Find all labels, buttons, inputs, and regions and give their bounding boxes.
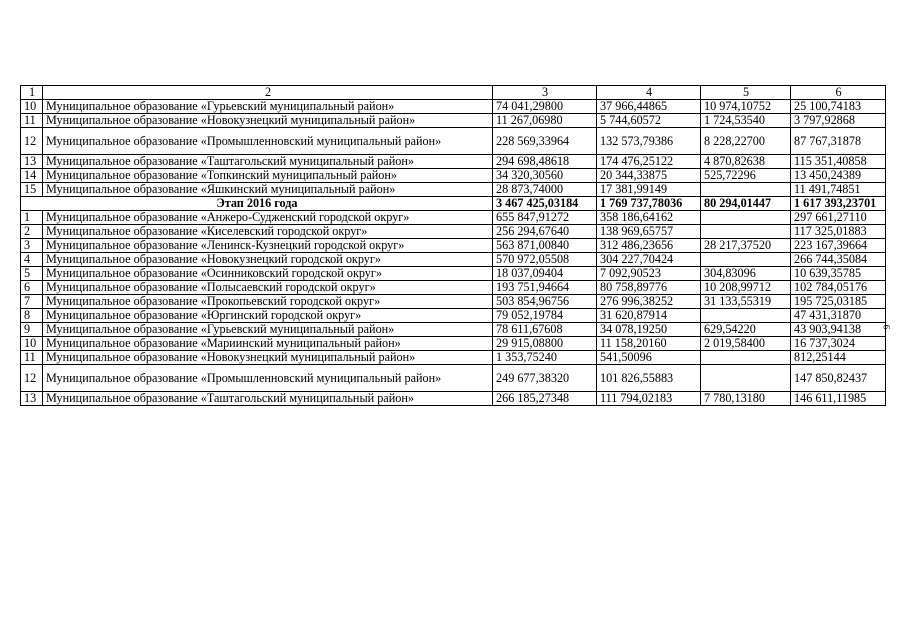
value-col-5: 10 974,10752 bbox=[701, 100, 791, 114]
value-col-6: 47 431,31870 bbox=[791, 309, 886, 323]
row-number: 2 bbox=[21, 225, 43, 239]
municipality-name: Муниципальное образование «Мариинский муниципальный район» bbox=[43, 337, 493, 351]
stage-total-row bbox=[21, 197, 886, 211]
value-col-4: 541,50096 bbox=[597, 351, 701, 365]
table-row bbox=[21, 225, 886, 239]
value-col-5 bbox=[701, 225, 791, 239]
row-number: 5 bbox=[21, 267, 43, 281]
value-col-5: 525,72296 bbox=[701, 169, 791, 183]
row-number: 14 bbox=[21, 169, 43, 183]
value-col-5 bbox=[701, 183, 791, 197]
table-row bbox=[21, 365, 886, 392]
total-col-5: 80 294,01447 bbox=[701, 197, 791, 211]
value-col-6: 3 797,92868 bbox=[791, 114, 886, 128]
value-col-6: 102 784,05176 bbox=[791, 281, 886, 295]
value-col-6: 16 737,3024 bbox=[791, 337, 886, 351]
value-col-3: 11 267,06980 bbox=[493, 114, 597, 128]
value-col-6: 195 725,03185 bbox=[791, 295, 886, 309]
value-col-4: 20 344,33875 bbox=[597, 169, 701, 183]
value-col-4: 138 969,65757 bbox=[597, 225, 701, 239]
table-row bbox=[21, 323, 886, 337]
header-cell: 3 bbox=[493, 86, 597, 100]
value-col-3: 563 871,00840 bbox=[493, 239, 597, 253]
table-row bbox=[21, 169, 886, 183]
value-col-3: 228 569,33964 bbox=[493, 128, 597, 155]
municipality-name: Муниципальное образование «Промышленновский муниципальный район» bbox=[43, 128, 493, 155]
value-col-5 bbox=[701, 211, 791, 225]
value-col-5: 31 133,55319 bbox=[701, 295, 791, 309]
table-row bbox=[21, 128, 886, 155]
value-col-5 bbox=[701, 309, 791, 323]
municipality-name: Муниципальное образование «Прокопьевский городской округ» bbox=[43, 295, 493, 309]
municipality-name: Муниципальное образование «Юргинский городской округ» bbox=[43, 309, 493, 323]
row-number: 12 bbox=[21, 128, 43, 155]
value-col-3: 28 873,74000 bbox=[493, 183, 597, 197]
municipality-name: Муниципальное образование «Новокузнецкий муниципальный район» bbox=[43, 351, 493, 365]
value-col-4: 101 826,55883 bbox=[597, 365, 701, 392]
value-col-5: 304,83096 bbox=[701, 267, 791, 281]
table-row bbox=[21, 155, 886, 169]
value-col-5: 4 870,82638 bbox=[701, 155, 791, 169]
table-row bbox=[21, 267, 886, 281]
value-col-5 bbox=[701, 253, 791, 267]
municipality-name: Муниципальное образование «Анжеро-Судженский городской округ» bbox=[43, 211, 493, 225]
value-col-4: 358 186,64162 bbox=[597, 211, 701, 225]
municipality-name: Муниципальное образование «Осинниковский городской округ» bbox=[43, 267, 493, 281]
table-row bbox=[21, 281, 886, 295]
value-col-5 bbox=[701, 365, 791, 392]
municipality-name: Муниципальное образование «Новокузнецкий муниципальный район» bbox=[43, 114, 493, 128]
header-cell: 4 bbox=[597, 86, 701, 100]
row-number: 11 bbox=[21, 351, 43, 365]
value-col-6: 297 661,27110 bbox=[791, 211, 886, 225]
value-col-5: 629,54220 bbox=[701, 323, 791, 337]
table-row bbox=[21, 295, 886, 309]
municipality-name: Муниципальное образование «Яшкинский муниципальный район» bbox=[43, 183, 493, 197]
header-cell: 5 bbox=[701, 86, 791, 100]
row-number: 10 bbox=[21, 337, 43, 351]
value-col-3: 655 847,91272 bbox=[493, 211, 597, 225]
value-col-4: 34 078,19250 bbox=[597, 323, 701, 337]
row-number: 13 bbox=[21, 392, 43, 406]
page-number: 6 bbox=[881, 324, 892, 330]
value-col-3: 266 185,27348 bbox=[493, 392, 597, 406]
total-col-6: 1 617 393,23701 bbox=[791, 197, 886, 211]
row-number: 3 bbox=[21, 239, 43, 253]
value-col-3: 34 320,30560 bbox=[493, 169, 597, 183]
row-number: 9 bbox=[21, 323, 43, 337]
value-col-5: 2 019,58400 bbox=[701, 337, 791, 351]
table-row bbox=[21, 239, 886, 253]
value-col-6: 146 611,11985 bbox=[791, 392, 886, 406]
value-col-6: 10 639,35785 bbox=[791, 267, 886, 281]
municipality-name: Муниципальное образование «Таштагольский муниципальный район» bbox=[43, 392, 493, 406]
municipality-name: Муниципальное образование «Киселевский городской округ» bbox=[43, 225, 493, 239]
table-row bbox=[21, 309, 886, 323]
value-col-5: 1 724,53540 bbox=[701, 114, 791, 128]
data-table bbox=[20, 85, 886, 406]
value-col-3: 503 854,96756 bbox=[493, 295, 597, 309]
total-col-4: 1 769 737,78036 bbox=[597, 197, 701, 211]
value-col-6: 25 100,74183 bbox=[791, 100, 886, 114]
row-number: 8 bbox=[21, 309, 43, 323]
municipality-name: Муниципальное образование «Гурьевский муниципальный район» bbox=[43, 323, 493, 337]
value-col-6: 115 351,40858 bbox=[791, 155, 886, 169]
table-row bbox=[21, 211, 886, 225]
value-col-3: 79 052,19784 bbox=[493, 309, 597, 323]
value-col-4: 31 620,87914 bbox=[597, 309, 701, 323]
value-col-3: 78 611,67608 bbox=[493, 323, 597, 337]
value-col-5: 28 217,37520 bbox=[701, 239, 791, 253]
table-row bbox=[21, 392, 886, 406]
municipality-name: Муниципальное образование «Полысаевский городской округ» bbox=[43, 281, 493, 295]
municipality-name: Муниципальное образование «Ленинск-Кузнецкий городской округ» bbox=[43, 239, 493, 253]
header-cell: 2 bbox=[43, 86, 493, 100]
municipality-name: Муниципальное образование «Новокузнецкий городской округ» bbox=[43, 253, 493, 267]
value-col-4: 276 996,38252 bbox=[597, 295, 701, 309]
table-row bbox=[21, 100, 886, 114]
row-number: 13 bbox=[21, 155, 43, 169]
value-col-4: 80 758,89776 bbox=[597, 281, 701, 295]
value-col-6: 223 167,39664 bbox=[791, 239, 886, 253]
value-col-4: 304 227,70424 bbox=[597, 253, 701, 267]
row-number: 4 bbox=[21, 253, 43, 267]
value-col-4: 174 476,25122 bbox=[597, 155, 701, 169]
value-col-4: 37 966,44865 bbox=[597, 100, 701, 114]
row-number: 15 bbox=[21, 183, 43, 197]
total-col-3: 3 467 425,03184 bbox=[493, 197, 597, 211]
municipality-name: Муниципальное образование «Промышленновский муниципальный район» bbox=[43, 365, 493, 392]
table-row bbox=[21, 351, 886, 365]
municipality-name: Муниципальное образование «Топкинский муниципальный район» bbox=[43, 169, 493, 183]
value-col-5: 7 780,13180 bbox=[701, 392, 791, 406]
value-col-6: 11 491,74851 bbox=[791, 183, 886, 197]
value-col-4: 312 486,23656 bbox=[597, 239, 701, 253]
value-col-6: 87 767,31878 bbox=[791, 128, 886, 155]
value-col-5: 8 228,22700 bbox=[701, 128, 791, 155]
value-col-6: 812,25144 bbox=[791, 351, 886, 365]
table-header-row bbox=[21, 86, 886, 100]
value-col-3: 256 294,67640 bbox=[493, 225, 597, 239]
table-row bbox=[21, 114, 886, 128]
value-col-6: 147 850,82437 bbox=[791, 365, 886, 392]
value-col-3: 193 751,94664 bbox=[493, 281, 597, 295]
value-col-5: 10 208,99712 bbox=[701, 281, 791, 295]
value-col-6: 266 744,35084 bbox=[791, 253, 886, 267]
table-row bbox=[21, 183, 886, 197]
table-body bbox=[21, 86, 886, 406]
value-col-4: 5 744,60572 bbox=[597, 114, 701, 128]
value-col-5 bbox=[701, 351, 791, 365]
row-number: 6 bbox=[21, 281, 43, 295]
value-col-3: 74 041,29800 bbox=[493, 100, 597, 114]
value-col-4: 132 573,79386 bbox=[597, 128, 701, 155]
stage-total-label: Этап 2016 года bbox=[21, 197, 493, 211]
value-col-3: 570 972,05508 bbox=[493, 253, 597, 267]
value-col-4: 111 794,02183 bbox=[597, 392, 701, 406]
value-col-3: 18 037,09404 bbox=[493, 267, 597, 281]
municipality-name: Муниципальное образование «Таштагольский муниципальный район» bbox=[43, 155, 493, 169]
value-col-4: 17 381,99149 bbox=[597, 183, 701, 197]
value-col-3: 249 677,38320 bbox=[493, 365, 597, 392]
row-number: 11 bbox=[21, 114, 43, 128]
value-col-3: 29 915,08800 bbox=[493, 337, 597, 351]
table-row bbox=[21, 337, 886, 351]
value-col-6: 13 450,24389 bbox=[791, 169, 886, 183]
municipality-name: Муниципальное образование «Гурьевский муниципальный район» bbox=[43, 100, 493, 114]
value-col-6: 117 325,01883 bbox=[791, 225, 886, 239]
row-number: 12 bbox=[21, 365, 43, 392]
value-col-3: 294 698,48618 bbox=[493, 155, 597, 169]
value-col-6: 43 903,94138 bbox=[791, 323, 886, 337]
row-number: 7 bbox=[21, 295, 43, 309]
row-number: 1 bbox=[21, 211, 43, 225]
value-col-3: 1 353,75240 bbox=[493, 351, 597, 365]
header-cell: 6 bbox=[791, 86, 886, 100]
header-cell: 1 bbox=[21, 86, 43, 100]
value-col-4: 11 158,20160 bbox=[597, 337, 701, 351]
table-row bbox=[21, 253, 886, 267]
row-number: 10 bbox=[21, 100, 43, 114]
value-col-4: 7 092,90523 bbox=[597, 267, 701, 281]
